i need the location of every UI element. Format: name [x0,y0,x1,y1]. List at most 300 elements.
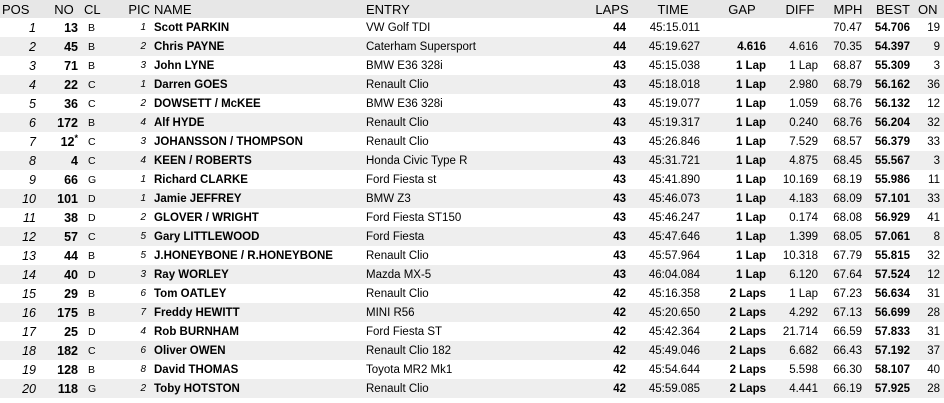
cell-time [636,18,710,37]
cell-mph-value: 66.43 [833,344,862,357]
cell-class-value: B [88,59,96,72]
cell-no [46,37,82,56]
cell-class-value: B [88,40,96,53]
cell-entry-value: Renault Clio [366,116,429,129]
cell-entry [364,284,588,303]
cell-diff-value: 10.169 [782,173,818,186]
cell-entry-value: Ford Fiesta ST [366,325,443,338]
cell-class-value: D [88,192,96,205]
cell-on [916,246,944,265]
cell-pic [116,189,152,208]
cell-mph [826,303,870,322]
cell-time-value: 45:15.011 [649,21,700,34]
cell-entry-value: Renault Clio [366,382,429,395]
cell-on-value: 41 [927,211,940,224]
cell-on-value: 33 [927,135,940,148]
cell-diff [774,75,826,94]
cell-name-value: GLOVER / WRIGHT [154,211,259,224]
cell-no [46,132,82,151]
cell-entry [364,189,588,208]
cell-class [82,113,116,132]
table-row [0,56,944,75]
cell-time [636,379,710,398]
cell-pic [116,18,152,37]
cell-class [82,360,116,379]
cell-entry [364,132,588,151]
cell-class [82,303,116,322]
cell-name-value: Tom OATLEY [154,287,227,300]
cell-on-value: 33 [927,192,940,205]
cell-name [152,265,364,284]
cell-on [916,360,944,379]
cell-pos [0,322,46,341]
cell-pic-value: 2 [140,98,146,109]
cell-on-value: 3 [933,59,940,72]
cell-name-value: Scott PARKIN [154,21,230,34]
cell-time-value: 45:18.018 [648,78,700,91]
cell-laps [588,265,636,284]
cell-best [870,379,916,398]
header-time: TIME [636,0,710,18]
cell-best-value: 57.101 [874,192,910,205]
cell-gap [710,170,774,189]
cell-on [916,189,944,208]
cell-gap-value: 1 Lap [735,173,766,186]
cell-gap [710,341,774,360]
cell-class [82,75,116,94]
cell-name [152,113,364,132]
cell-name [152,132,364,151]
cell-laps-value: 42 [613,382,626,395]
cell-entry [364,341,588,360]
cell-entry-value: Renault Clio [366,249,429,262]
cell-time [636,189,710,208]
cell-pos-value: 17 [22,324,36,339]
cell-time [636,246,710,265]
cell-pos-value: 7 [29,134,36,149]
cell-laps-value: 42 [613,325,626,338]
cell-entry-value: Honda Civic Type R [366,154,468,167]
cell-no [46,360,82,379]
cell-on-value: 40 [927,363,940,376]
cell-mph [826,75,870,94]
cell-diff-value: 5.598 [789,363,818,376]
cell-diff [774,37,826,56]
cell-class-value: B [88,363,96,376]
cell-entry-value: Caterham Supersport [366,40,476,53]
cell-diff-value: 0.174 [789,211,818,224]
cell-gap [710,132,774,151]
cell-class [82,170,116,189]
cell-pic [116,379,152,398]
header-laps: LAPS [588,0,636,18]
cell-no [46,246,82,265]
cell-best-value: 57.192 [874,344,910,357]
cell-class [82,341,116,360]
cell-pos-value: 11 [23,210,36,225]
cell-name-value: DOWSETT / McKEE [154,97,261,110]
cell-gap-value: 4.616 [737,40,766,53]
cell-diff [774,189,826,208]
cell-best [870,56,916,75]
cell-pos-value: 18 [22,343,36,358]
cell-name [152,37,364,56]
cell-laps-value: 42 [613,287,626,300]
table-row [0,360,944,379]
cell-name-value: Freddy HEWITT [154,306,240,319]
cell-entry [364,56,588,75]
cell-best [870,341,916,360]
cell-class-value: B [88,116,96,129]
table-row [0,284,944,303]
cell-no-value: 38 [64,210,78,225]
cell-diff-value: 4.183 [789,192,818,205]
cell-time [636,284,710,303]
cell-on-value: 37 [927,344,940,357]
cell-time [636,170,710,189]
cell-entry-value: BMW Z3 [366,192,411,205]
cell-class [82,284,116,303]
cell-no [46,189,82,208]
table-row [0,75,944,94]
cell-laps [588,151,636,170]
cell-best [870,208,916,227]
cell-time [636,303,710,322]
cell-mph-value: 68.19 [833,173,862,186]
cell-mph-value: 68.87 [833,59,862,72]
note-mark: * [74,132,78,143]
cell-gap-value: 2 Laps [729,363,766,376]
cell-mph-value: 67.13 [833,306,862,319]
cell-no-value: 182 [57,343,78,358]
cell-time [636,56,710,75]
cell-mph-value: 66.59 [833,325,862,338]
cell-diff [774,170,826,189]
cell-pos-value: 9 [29,172,36,187]
cell-pos [0,37,46,56]
cell-pic-value: 5 [140,250,146,261]
cell-mph [826,322,870,341]
cell-mph-value: 70.47 [833,21,862,34]
cell-gap-value: 1 Lap [735,211,766,224]
cell-time-value: 45:16.358 [648,287,700,300]
cell-name-value: Rob BURNHAM [154,325,239,338]
cell-class-value: G [88,382,97,395]
cell-pic-value: 2 [140,383,146,394]
cell-best [870,113,916,132]
cell-name-value: J.HONEYBONE / R.HONEYBONE [154,249,333,262]
cell-time-value: 45:42.364 [648,325,700,338]
cell-name [152,18,364,37]
cell-mph [826,18,870,37]
cell-class [82,189,116,208]
cell-diff [774,284,826,303]
cell-best-value: 54.397 [874,40,910,53]
table-row [0,113,944,132]
cell-laps-value: 43 [613,173,626,186]
cell-laps [588,303,636,322]
cell-pos-value: 6 [29,115,36,130]
cell-name [152,94,364,113]
cell-gap [710,189,774,208]
cell-gap-value: 2 Laps [729,306,766,319]
cell-gap-value: 1 Lap [735,116,766,129]
cell-best-value: 56.634 [874,287,910,300]
cell-pos-value: 8 [29,153,36,168]
cell-pos [0,379,46,398]
header-pic: PIC [116,0,152,18]
cell-gap [710,246,774,265]
cell-time-value: 45:19.627 [648,40,700,53]
cell-best-value: 56.929 [874,211,910,224]
cell-no [46,322,82,341]
table-row [0,303,944,322]
cell-diff [774,94,826,113]
cell-best-value: 56.379 [874,135,910,148]
cell-pic [116,246,152,265]
cell-on [916,227,944,246]
cell-mph [826,113,870,132]
cell-pic [116,75,152,94]
cell-diff-value: 10.318 [782,249,818,262]
cell-mph-value: 66.19 [833,382,862,395]
cell-best [870,18,916,37]
cell-name-value: Ray WORLEY [154,268,229,281]
cell-mph [826,56,870,75]
table-row [0,227,944,246]
cell-laps [588,37,636,56]
cell-mph-value: 68.09 [833,192,862,205]
cell-name [152,341,364,360]
cell-class-value: C [88,230,96,243]
table-row [0,265,944,284]
cell-laps [588,189,636,208]
cell-on-value: 32 [927,116,940,129]
cell-name [152,284,364,303]
cell-pic [116,56,152,75]
cell-name-value: Richard CLARKE [154,173,248,186]
cell-pic [116,265,152,284]
header-best: BEST [870,0,916,18]
cell-laps [588,208,636,227]
cell-diff [774,322,826,341]
cell-gap [710,379,774,398]
cell-gap [710,18,774,37]
cell-time [636,113,710,132]
cell-diff-value: 7.529 [789,135,818,148]
cell-no-value: 101 [57,191,78,206]
cell-name [152,322,364,341]
cell-diff-value: 6.120 [789,268,818,281]
cell-pos-value: 5 [29,96,36,111]
cell-gap-value: 1 Lap [735,59,766,72]
cell-pic [116,303,152,322]
cell-on [916,170,944,189]
cell-pic [116,322,152,341]
cell-pos [0,18,46,37]
table-row [0,341,944,360]
cell-mph [826,132,870,151]
cell-gap-value: 1 Lap [735,97,766,110]
cell-pos [0,56,46,75]
cell-no-value: 71 [64,58,78,73]
cell-entry-value: Ford Fiesta ST150 [366,211,462,224]
cell-gap-value: 1 Lap [735,135,766,148]
cell-best-value: 55.815 [874,249,910,262]
cell-laps-value: 43 [613,59,626,72]
cell-no-value: 175 [57,305,78,320]
cell-entry-value: Toyota MR2 Mk1 [366,363,453,376]
cell-on-value: 31 [927,287,940,300]
cell-mph-value: 67.23 [833,287,862,300]
cell-mph-value: 70.35 [833,40,862,53]
cell-class-value: C [88,344,96,357]
header-cl: CL [82,0,116,18]
cell-diff-value: 6.682 [789,344,818,357]
cell-time-value: 45:46.073 [648,192,700,205]
cell-gap-value: 2 Laps [729,344,766,357]
header-row [0,0,944,18]
cell-gap-value: 1 Lap [735,249,766,262]
cell-gap-value: 2 Laps [729,382,766,395]
cell-pos-value: 15 [22,286,36,301]
cell-entry [364,94,588,113]
cell-time-value: 45:19.317 [648,116,700,129]
cell-gap [710,113,774,132]
cell-class-value: D [88,211,96,224]
cell-laps [588,246,636,265]
cell-on-value: 36 [927,78,940,91]
cell-time-value: 45:47.646 [648,230,700,243]
cell-time-value: 45:59.085 [648,382,700,395]
cell-mph [826,360,870,379]
cell-pic-value: 2 [140,41,146,52]
cell-name-value: David THOMAS [154,363,239,376]
cell-diff [774,303,826,322]
cell-pos-value: 10 [22,191,36,206]
cell-diff-value: 1 Lap [789,287,818,300]
cell-on [916,265,944,284]
cell-name [152,75,364,94]
cell-laps-value: 42 [613,306,626,319]
cell-mph-value: 67.64 [833,268,862,281]
cell-on-value: 11 [928,173,940,186]
cell-class [82,37,116,56]
cell-entry [364,113,588,132]
cell-laps [588,379,636,398]
cell-name [152,151,364,170]
cell-pic-value: 6 [140,345,146,356]
cell-entry-value: VW Golf TDI [366,21,431,34]
cell-pic [116,360,152,379]
cell-time-value: 45:57.964 [648,249,700,262]
cell-pos [0,151,46,170]
table-row [0,246,944,265]
cell-pos [0,75,46,94]
cell-diff-value: 21.714 [782,325,818,338]
cell-laps-value: 44 [613,40,626,53]
cell-time-value: 45:19.077 [648,97,700,110]
cell-pos [0,265,46,284]
cell-laps-value: 43 [613,116,626,129]
cell-class [82,379,116,398]
cell-on-value: 8 [933,230,940,243]
cell-class-value: C [88,135,96,148]
cell-best-value: 55.567 [874,154,910,167]
cell-pos [0,113,46,132]
cell-no-value: 36 [64,96,78,111]
cell-time [636,227,710,246]
cell-class [82,322,116,341]
cell-entry-value: Renault Clio 182 [366,344,452,357]
cell-gap [710,94,774,113]
cell-pic [116,151,152,170]
cell-on-value: 19 [927,21,940,34]
cell-pic-value: 1 [140,22,146,33]
cell-no [46,56,82,75]
cell-mph-value: 68.08 [833,211,862,224]
cell-no-value: 172 [57,115,78,130]
cell-laps [588,360,636,379]
cell-class-value: B [88,249,96,262]
cell-diff-value: 1.059 [789,97,818,110]
cell-laps-value: 43 [613,230,626,243]
cell-pic [116,132,152,151]
cell-diff-value: 4.616 [789,40,818,53]
cell-class [82,18,116,37]
cell-on-value: 32 [927,249,940,262]
cell-time [636,322,710,341]
cell-entry [364,322,588,341]
cell-time-value: 45:49.046 [648,344,700,357]
table-row [0,189,944,208]
cell-time-value: 46:04.084 [648,268,700,281]
cell-on-value: 12 [927,97,940,110]
cell-laps [588,113,636,132]
cell-mph-value: 68.45 [833,154,862,167]
cell-no [46,284,82,303]
cell-time-value: 45:20.650 [648,306,700,319]
cell-entry [364,303,588,322]
cell-time-value: 45:15.038 [648,59,700,72]
cell-laps [588,75,636,94]
cell-pos [0,170,46,189]
cell-entry [364,379,588,398]
cell-pic-value: 8 [140,364,146,375]
cell-name [152,208,364,227]
cell-pic [116,94,152,113]
cell-best-value: 57.524 [874,268,910,281]
cell-best [870,322,916,341]
cell-class-value: D [88,325,96,338]
cell-name [152,56,364,75]
cell-entry [364,208,588,227]
cell-name-value: John LYNE [154,59,215,72]
cell-gap [710,360,774,379]
cell-mph [826,265,870,284]
cell-no [46,151,82,170]
cell-time [636,75,710,94]
cell-pos-value: 19 [22,362,36,377]
cell-best-value: 56.162 [874,78,910,91]
cell-no [46,18,82,37]
cell-class-value: B [88,306,96,319]
cell-on [916,151,944,170]
cell-laps-value: 43 [613,97,626,110]
cell-pos-value: 14 [22,267,36,282]
cell-mph-value: 66.30 [833,363,862,376]
cell-no [46,94,82,113]
